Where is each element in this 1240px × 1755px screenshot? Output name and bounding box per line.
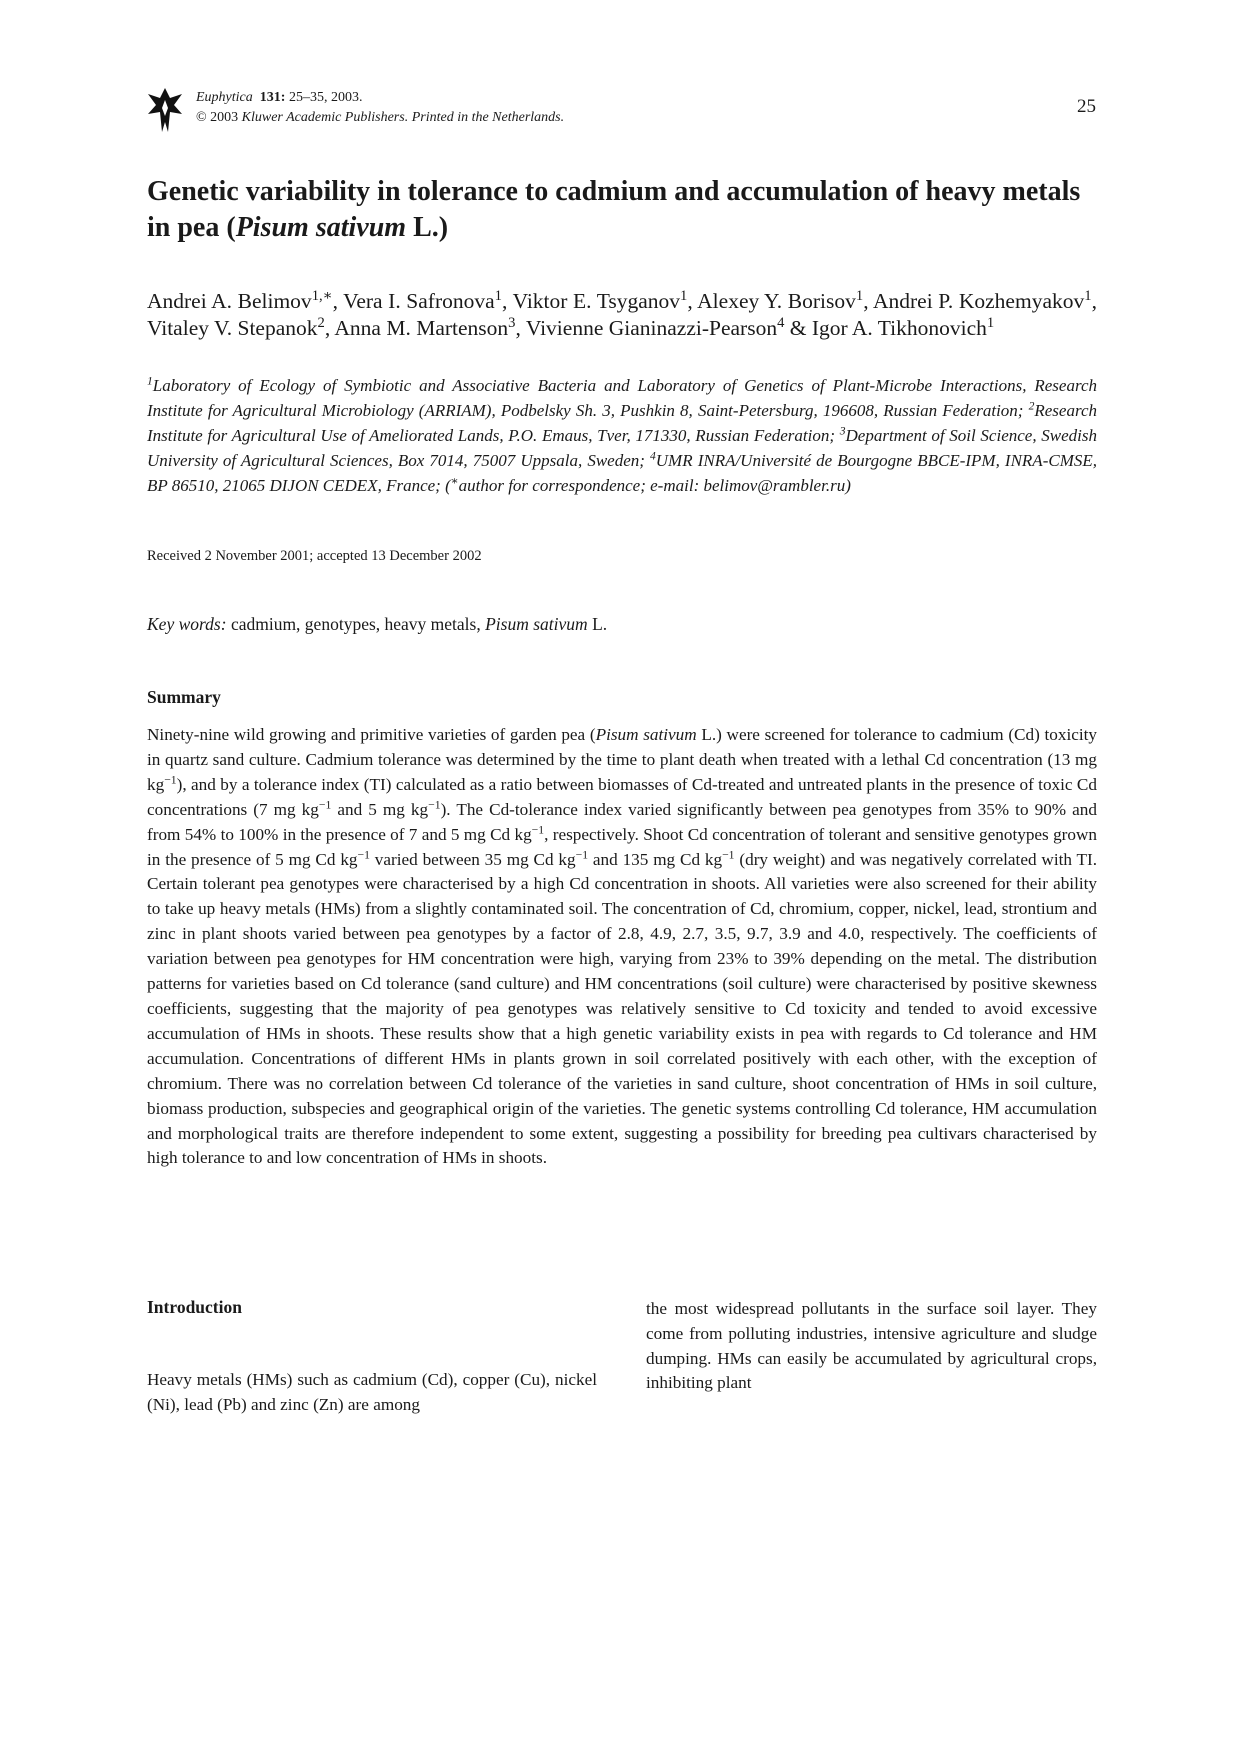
author — [513, 289, 698, 313]
summary-segment: ). The Cd-tolerance index varied significantly between pea genotypes from 35% to 90% and from 54% to 100% in the presence of 7 and 5 mg Cd kg — [147, 799, 1097, 844]
summary-segment: , respectively. Shoot Cd concentration of tolerant and sensitive genotypes grown in the presence of 5 mg Cd kg — [147, 824, 1097, 869]
author-affil-mark: 1 — [494, 287, 502, 304]
summary-segment: Ninety-nine wild growing and primitive varieties of garden pea ( — [147, 725, 596, 744]
author-separator: , — [324, 316, 335, 340]
exponent: −1 — [531, 823, 545, 837]
keywords-species: Pisum sativum — [485, 614, 588, 634]
author-affil-mark: 1,∗ — [311, 287, 333, 304]
affiliations — [147, 373, 1097, 498]
citation-line — [196, 88, 564, 108]
affil-text: UMR INRA/Université de Bourgogne BBCE-IPM, INRA-CMSE, BP 86510, 21065 DIJON CEDEX, France; ( — [147, 451, 1097, 495]
summary-segment: and 5 mg kg — [331, 799, 429, 819]
author-separator: , — [515, 316, 526, 340]
author-name: Anna M. Martenson — [334, 316, 509, 340]
author — [147, 316, 334, 340]
author-separator: , — [863, 289, 873, 313]
exponent: −1 — [575, 848, 589, 862]
publisher-logo-icon — [148, 88, 182, 132]
page-number: 25 — [1077, 96, 1096, 117]
title-text-2: L.) — [406, 212, 449, 243]
exponent: −1 — [357, 848, 370, 862]
title-species: Pisum sativum — [235, 212, 407, 243]
author-affil-mark: 1 — [680, 287, 688, 304]
exponent: −1 — [722, 848, 735, 862]
summary-segment: ), and by a tolerance index (TI) calculated as a ratio between biomasses of Cd-treated and untreated plants in the presence of toxic Cd concentrations (7 mg kg — [147, 774, 1097, 819]
copyright-line — [196, 108, 564, 128]
author-name: Viktor E. Tsyganov — [512, 289, 681, 313]
affil-mark: 1 — [147, 374, 153, 388]
author — [873, 289, 1097, 313]
summary-heading: Summary — [147, 687, 221, 707]
author — [812, 316, 994, 340]
correspondence-text: author for correspondence; e-mail: belimov@rambler.ru) — [458, 476, 851, 495]
paper-title — [147, 174, 1097, 246]
author-separator: & — [784, 316, 812, 340]
author-separator: , — [501, 289, 513, 313]
author-name: Vera I. Safronova — [343, 289, 495, 313]
keywords — [147, 614, 607, 635]
author-affil-mark: 1 — [855, 287, 864, 304]
keywords-suffix: L. — [587, 614, 608, 634]
author-name: Alexey Y. Borisov — [697, 289, 856, 313]
author-name: Andrei A. Belimov — [147, 289, 312, 313]
author-name: Vivienne Gianinazzi-Pearson — [525, 316, 778, 340]
affil-text: Laboratory of Ecology of Symbiotic and Associative Bacteria and Laboratory of Genetics of Plant-Microbe Interactions, Research Institute for Agricultural Microbiology (ARRIAM), Podbelsky Sh. 3, Pushkin 8, Saint-Petersburg, 196608, Russian Federation; — [147, 376, 1097, 420]
summary-segment: (dry weight) and was negatively correlated with TI. Certain tolerant pea genotypes were characterised by a high Cd concentration in shoots. All varieties were also screened for their ability to take up heavy metals (HMs) from a slightly contaminated soil. The concentration of Cd, chromium, copper, nickel, lead, strontium and zinc in plant shoots varied between pea genotypes by a factor of 2.8, 4.9, 2.7, 3.5, 9.7, 3.9 and 4.0, respectively. The coefficients of variation between pea genotypes for HM concentration were high, varying from 23% to 39% depending on the metal. The distribution patterns for varieties based on Cd tolerance (sand culture) and HM concentrations (soil culture) were characterised by positive skewness coefficients, suggesting that the majority of pea genotypes was relatively sensitive to Cd toxicity and tended to avoid excessive accumulation of HMs in shoots. These results show that a high genetic variability exists in pea with regards to Cd tolerance and HM accumulation. Concentrations of different HMs in plants grown in soil correlated positively with each other, with the exception of chromium. There was no correlation between Cd tolerance of the varieties in sand culture, shoot concentration of HMs in soil culture, biomass production, subspecies and geographical origin of the varieties. The genetic systems controlling Cd tolerance, HM accumulation and morphological traits are therefore independent to some extent, suggesting a possibility for breeding pea cultivars characterised by high tolerance to and low concentration of HMs in shoots. — [147, 849, 1098, 1168]
author-separator: , — [687, 289, 698, 313]
summary-segment: L.) were screened for tolerance to cadmium (Cd) toxicity in quartz sand culture. Cadmium tolerance was determined by the time to plant death when treated with a lethal Cd concentration (13 mg kg — [147, 725, 1098, 794]
copyright-prefix: © 2003 — [196, 110, 242, 125]
author-list — [147, 288, 1097, 342]
affil-mark: ∗ — [450, 474, 459, 488]
author-affil-mark: 1 — [1084, 287, 1092, 304]
affil-mark: 3 — [839, 424, 846, 438]
journal-pages: 25–35, 2003. — [285, 90, 363, 105]
keywords-text: cadmium, genotypes, heavy metals, — [226, 614, 486, 634]
exponent: −1 — [428, 798, 441, 812]
author-separator: , — [1091, 289, 1097, 313]
exponent: −1 — [164, 773, 177, 787]
keywords-label: Key words: — [147, 614, 227, 634]
introduction-heading: Introduction — [147, 1297, 242, 1317]
author-affil-mark: 2 — [317, 314, 325, 331]
summary-text — [147, 723, 1097, 1171]
author — [697, 289, 873, 313]
author — [343, 289, 512, 313]
publisher-name: Kluwer Academic Publishers. Printed in the Netherlands. — [241, 110, 565, 125]
summary-segment: and 135 mg Cd kg — [588, 849, 723, 869]
summary-segment: varied between 35 mg Cd kg — [369, 849, 576, 869]
author-name: Vitaley V. Stepanok — [147, 316, 318, 340]
received-dates: Received 2 November 2001; accepted 13 December 2002 — [147, 548, 482, 564]
journal-info — [196, 88, 564, 128]
affil-text: Department of Soil Science, Swedish University of Agricultural Sciences, Box 7014, 75007 Uppsala, Sweden; — [147, 426, 1097, 470]
author — [526, 316, 812, 340]
author-affil-mark: 4 — [777, 314, 785, 331]
affil-mark: 4 — [650, 449, 656, 463]
author — [147, 289, 343, 313]
author-affil-mark: 1 — [986, 314, 995, 331]
affil-mark: 2 — [1028, 399, 1035, 413]
introduction-text-right: the most widespread pollutants in the surface soil layer. They come from polluting industries, intensive agriculture and sludge dumping. HMs can easily be accumulated by agricultural crops, inhibiting plant — [646, 1299, 1097, 1393]
author-name: Igor A. Tikhonovich — [811, 316, 987, 340]
author-name: Andrei P. Kozhemyakov — [873, 289, 1085, 313]
author-affil-mark: 3 — [508, 314, 516, 331]
summary-species: Pisum sativum — [595, 725, 697, 744]
affil-text: Research Institute for Agricultural Use of Ameliorated Lands, P.O. Emaus, Tver, 171330, Russian Federation; — [147, 401, 1097, 445]
introduction-text-left: Heavy metals (HMs) such as cadmium (Cd), copper (Cu), nickel (Ni), lead (Pb) and zinc (Zn) are among — [147, 1370, 597, 1414]
journal-volume: 131: — [259, 90, 286, 105]
author — [334, 316, 525, 340]
author-separator: , — [332, 289, 344, 313]
exponent: −1 — [318, 798, 332, 812]
title-text-1: Genetic variability in tolerance to cadmium and accumulation of heavy metals in pea ( — [147, 176, 1081, 243]
journal-name: Euphytica — [196, 90, 253, 105]
